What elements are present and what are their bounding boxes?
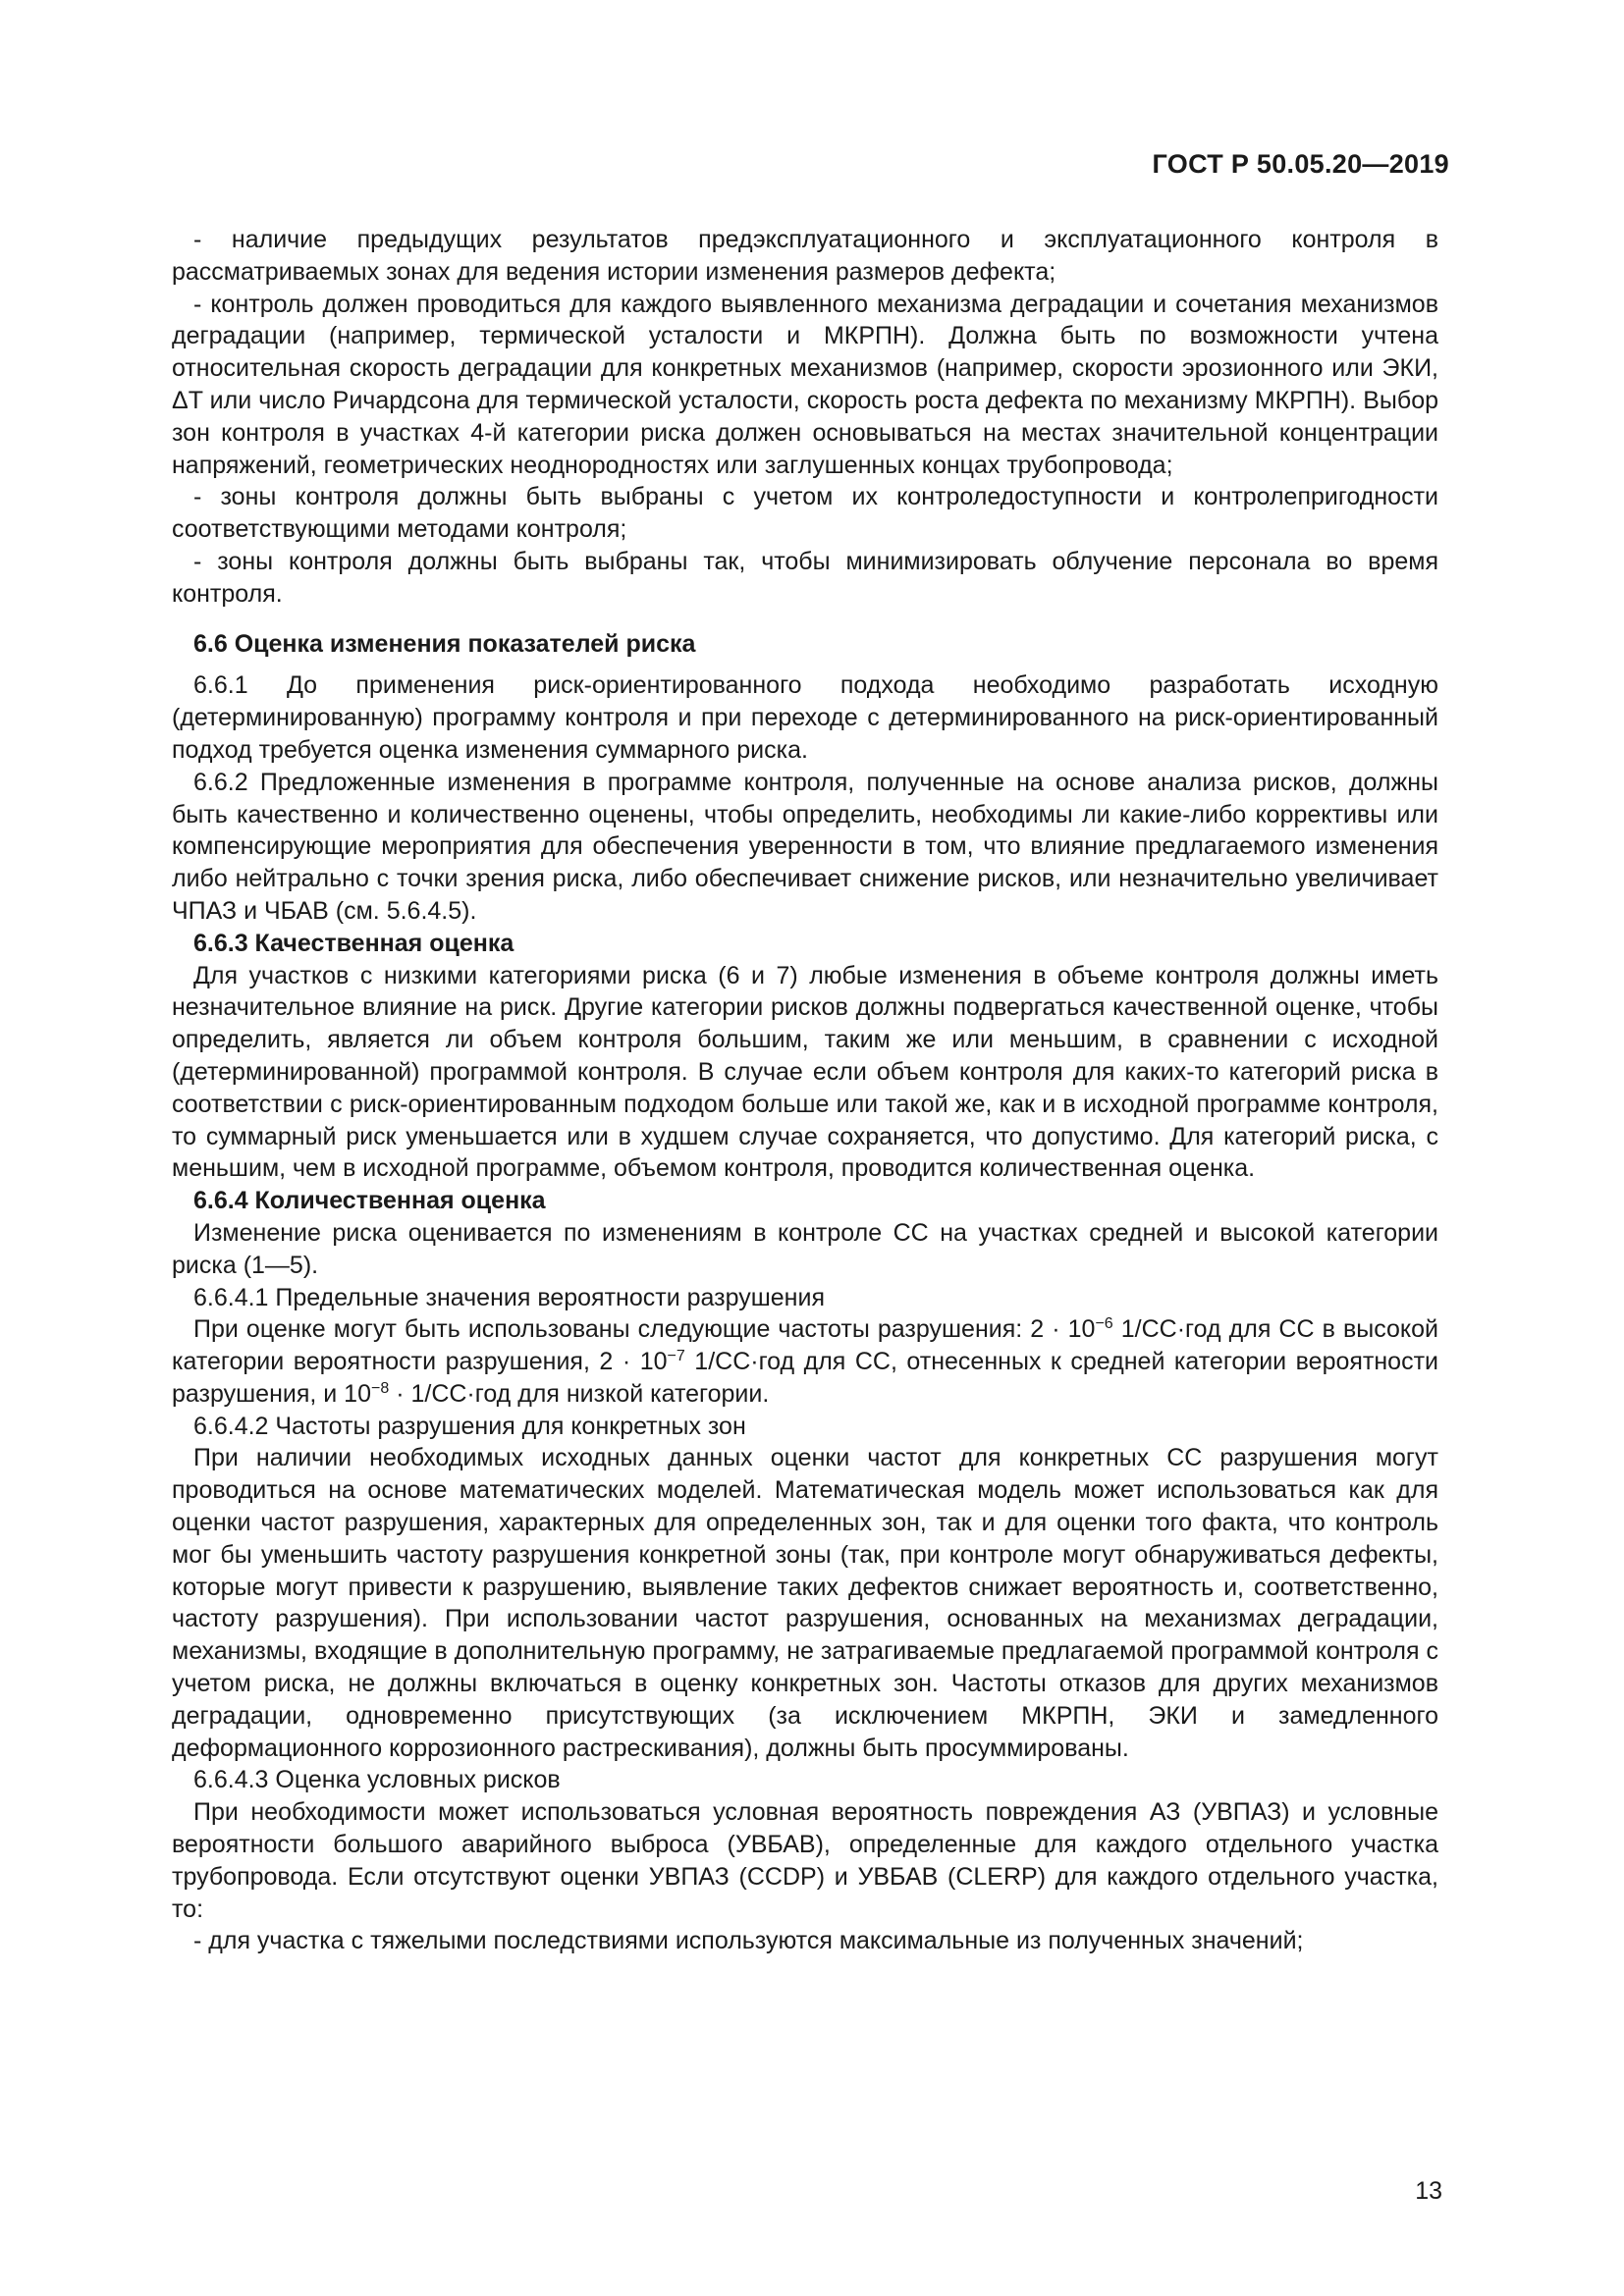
text-run: · 1/СС·год для низкой категории. — [389, 1379, 770, 1408]
paragraph-6-6-4: Изменение риска оценивается по изменениям в контроле СС на участках средней и высокой категории риска (1—5). — [172, 1218, 1438, 1279]
subsection-heading-6-6-4: 6.6.4 Количественная оценка — [193, 1187, 546, 1215]
text-run: 1/СС·год для СС, отнесенных к средней категории вероятности разрушения, и 10 — [172, 1348, 1438, 1408]
text-run: При оценке могут быть использованы следующие частоты разрушения: 2 · 10 — [193, 1315, 1096, 1344]
document-id-header: ГОСТ Р 50.05.20—2019 — [1152, 149, 1449, 179]
bullet-item: - зоны контроля должны быть выбраны так, чтобы минимизировать облучение персонала во время контроля. — [172, 547, 1438, 608]
bullet-item: - зоны контроля должны быть выбраны с учетом их контроледоступности и контролепригодности соответствующими методами контроля; — [172, 483, 1438, 544]
paragraph-6-6-4-2: При наличии необходимых исходных данных оценки частот для конкретных СС разрушения могут проводиться на основе математических моделей. Математическая модель может использоваться как для оценки частот разрушения, характерных для определенных зон, так и для оценки того факта, что контроль мог бы уменьшить частоту разрушения конкретной зоны (так, при контроле могут обнаруживаться дефекты, которые могут привести к разрушению, выявление таких дефектов снижает вероятность и, соответственно, частоту разрушения). При использовании частот разрушения, основанных на механизмах деградации, механизмы, входящие в дополнительную программу, не затрагиваемые предлагаемой программой контроля с учетом риска, не должны включаться в оценку конкретных зон. Частоты отказов для других механизмов деградации, одновременно присутствующих (за исключением МКРПН, ЭКИ и замедленного деформационного коррозионного растрескивания), должны быть просуммированы. — [172, 1444, 1438, 1762]
bullet-item: - для участка с тяжелыми последствиями используются максимальные из полученных значений; — [193, 1927, 1304, 1955]
paragraph-6-6-3: Для участков с низкими категориями риска (6 и 7) любые изменения в объеме контроля должны иметь незначительное влияние на риск. Другие категории рисков должны подвергаться качественной оценке, чтобы определить, является ли объем контроля большим, таким же или меньшим, в сравнении с исходной (детерминированной) программой контроля. В случае если объем контроля для каких-то категорий риска в соответствии с риск-ориентированным подходом больше или такой же, как и в исходной программе контроля, то суммарный риск уменьшается или в худшем случае сохраняется, что допустимо. Для категорий риска, с меньшим, чем в исходной программе, объемом контроля, проводится количественная оценка. — [172, 961, 1438, 1183]
bullet-item: - контроль должен проводиться для каждого выявленного механизма деградации и сочетания механизмов деградации (например, термической усталости и МКРПН). Должна быть по возможности учтена относительная скорость деградации для конкретных механизмов (например, скорости эрозионного или ЭКИ, ΔT или число Ричардсона для термической усталости, скорость роста дефекта по механизму МКРПН). Выбор зон контроля в участках 4-й категории риска должен основываться на местах значительной концентрации напряжений, геометрических неоднородностях или заглушенных концах трубопровода; — [172, 290, 1438, 479]
paragraph-6-6-4-3: При необходимости может использоваться условная вероятность повреждения АЗ (УВПАЗ) и условные вероятности большого аварийного выброса (УВБАВ), определенные для каждого отдельного участка трубопровода. Если отсутствуют оценки УВПАЗ (CCDP) и УВБАВ (CLERP) для каждого отдельного участка, то: — [172, 1798, 1438, 1923]
text-run: 1/СС·год для СС в высокой категории вероятности разрушения, 2 · 10 — [172, 1315, 1438, 1376]
paragraph-6-6-4-1 — [172, 1313, 1438, 1410]
section-heading-6-6: 6.6 Оценка изменения показателей риска — [193, 629, 696, 658]
page-body — [172, 224, 1438, 1957]
bullet-item: - наличие предыдущих результатов предэксплуатационного и эксплуатационного контроля в рассматриваемых зонах для ведения истории изменения размеров дефекта; — [172, 226, 1438, 286]
clause-title-6-6-4-2: 6.6.4.2 Частоты разрушения для конкретных зон — [193, 1412, 746, 1440]
clause-title-6-6-4-3: 6.6.4.3 Оценка условных рисков — [193, 1766, 561, 1794]
page-number: 13 — [1415, 2177, 1442, 2205]
exponent: −8 — [371, 1379, 390, 1397]
paragraph-6-6-1: 6.6.1 До применения риск-ориентированного подхода необходимо разработать исходную (детерминированную) программу контроля и при переходе с детерминированного на риск-ориентированный подход требуется оценка изменения суммарного риска. — [172, 671, 1438, 764]
subsection-heading-6-6-3: 6.6.3 Качественная оценка — [193, 929, 514, 957]
paragraph-6-6-2: 6.6.2 Предложенные изменения в программе контроля, полученные на основе анализа рисков, должны быть качественно и количественно оценены, чтобы определить, необходимы ли какие-либо коррективы или компенсирующие мероприятия для обеспечения уверенности в том, что влияние предлагаемого изменения либо нейтрально с точки зрения риска, либо обеспечивает снижение рисков, или незначительно увеличивает ЧПАЗ и ЧБАВ (см. 5.6.4.5). — [172, 768, 1438, 925]
clause-title-6-6-4-1: 6.6.4.1 Предельные значения вероятности разрушения — [193, 1283, 825, 1311]
exponent: −6 — [1095, 1315, 1113, 1333]
exponent: −7 — [667, 1348, 685, 1365]
